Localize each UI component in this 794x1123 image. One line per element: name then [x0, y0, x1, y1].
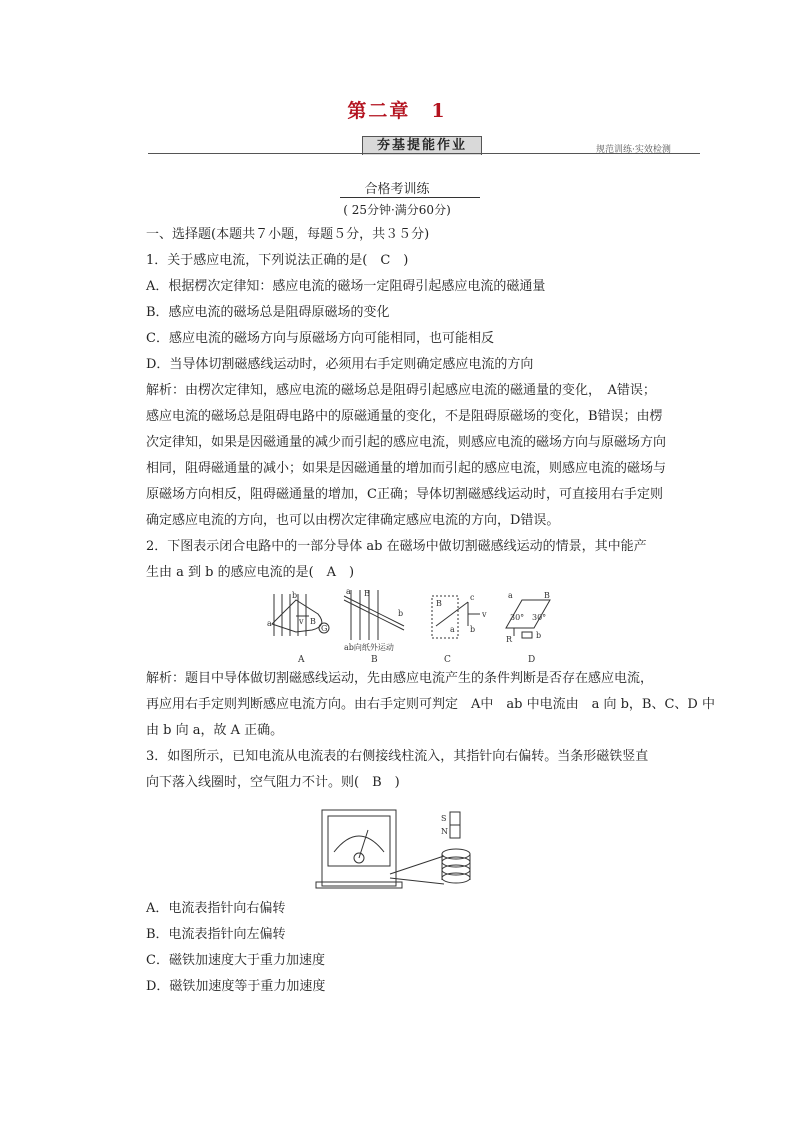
figure-label-a: A	[298, 655, 305, 665]
magnet-n-label: N	[441, 827, 448, 836]
fig-c-label-v: v	[482, 610, 487, 619]
q1-analysis-line: 确定感应电流的方向，也可以由楞次定律确定感应电流的方向，D错误。	[146, 513, 560, 528]
fig-d-label-b: b	[536, 631, 542, 640]
q3-stem-line: 向下落入线圈时，空气阻力不计。则( B )	[146, 775, 400, 790]
q3-option-d: D．磁铁加速度等于重力加速度	[146, 979, 326, 994]
part-heading: 一、选择题(本题共７小题，每题５分，共３５分)	[146, 227, 430, 242]
q1-option-c: C．感应电流的磁场方向与原磁场方向可能相同，也可能相反	[146, 331, 494, 346]
fig-c-label-B: B	[436, 599, 442, 608]
figure-label-b: B	[371, 655, 378, 665]
q3-option-a: A．电流表指针向右偏转	[146, 901, 286, 916]
section-subtitle: ( 25分钟·满分60分)	[343, 203, 451, 217]
figure-b	[344, 590, 404, 640]
fig-b-label-a: a	[346, 587, 351, 596]
fig-c-label-a: a	[450, 625, 455, 634]
q1-analysis-line: 解析：由楞次定律知，感应电流的磁场总是阻碍引起感应电流的磁通量的变化， A错误；	[146, 383, 656, 398]
q1-option-b: B．感应电流的磁场总是阻碍原磁场的变化	[146, 305, 390, 320]
question-content	[146, 222, 715, 1000]
ammeter-body	[322, 810, 396, 886]
fig-b-label-B: B	[364, 589, 370, 598]
fig-a-label-a: a	[267, 619, 272, 628]
fig-a-label-B: B	[310, 617, 316, 626]
fig-a-label-b: b	[292, 591, 298, 600]
fig-d-label-B: B	[544, 591, 550, 600]
section-divider	[340, 197, 480, 198]
q2-stem-line: 生由 a 到 b 的感应电流的是( A )	[146, 565, 355, 580]
section-title: 合格考训练	[364, 182, 430, 197]
q2-analysis-line: 解析：题目中导体做切割磁感线运动，先由感应电流产生的条件判断是否存在感应电流，	[146, 671, 654, 686]
q2-analysis-line: 由 b 向 a，故 A 正确。	[146, 723, 284, 738]
figure-label-d: D	[528, 655, 536, 665]
q2-diagram	[146, 586, 698, 666]
fig-a-label-v: v	[299, 617, 304, 626]
fig-d-label-a: a	[508, 591, 513, 600]
ammeter-scale	[334, 836, 384, 852]
q3-diagram	[146, 796, 698, 896]
banner-label: 夯基提能作业	[362, 136, 482, 155]
page-title: 第二章 1	[347, 100, 447, 122]
figure-label-c: C	[444, 655, 451, 665]
fig-d-angle-1: 30°	[510, 613, 525, 622]
q1-analysis-line: 感应电流的磁场总是阻碍电路中的原磁通量的变化，不是阻碍原磁场的变化，B错误；由楞	[146, 409, 663, 424]
fig-c-label-c: c	[470, 593, 475, 602]
q2-analysis-line: 再应用右手定则判断感应电流方向。由右手定则可判定 A中 ab 中电流由 a 向 b，B、C、D 中	[146, 697, 715, 712]
q3-stem-line: 3．如图所示，已知电流从电流表的右侧接线柱流入，其指针向右偏转。当条形磁铁竖直	[146, 749, 649, 764]
q1-analysis-line: 相同，阻碍磁通量的减小；如果是因磁通量的增加而引起的感应电流，则感应电流的磁场与	[146, 461, 667, 476]
fig-b-caption: ab向纸外运动	[344, 643, 394, 652]
fig-b-label-b: b	[398, 609, 404, 618]
fig-d-angle-2: 30°	[532, 613, 547, 622]
fig-d-label-R: R	[506, 635, 513, 644]
banner-subtitle: 规范训练·实效检测	[596, 145, 671, 155]
q2-figure	[146, 586, 698, 666]
q1-analysis-line: 原磁场方向相反，阻碍磁通量的增加，C正确；导体切割磁感线运动时，可直接用右手定则	[146, 487, 663, 502]
q1-analysis-line: 次定律知，如果是因磁通量的减少而引起的感应电流，则感应电流的磁场方向与原磁场方向	[146, 435, 667, 450]
q3-option-c: C．磁铁加速度大于重力加速度	[146, 953, 325, 968]
q1-option-a: A．根据楞次定律知：感应电流的磁场一定阻碍引起感应电流的磁通量	[146, 279, 546, 294]
q1-option-d: D．当导体切割磁感线运动时，必须用右手定则确定感应电流的方向	[146, 357, 534, 372]
q1-stem: 1．关于感应电流，下列说法正确的是( C )	[146, 253, 409, 268]
q3-option-b: B．电流表指针向左偏转	[146, 927, 286, 942]
magnet-s-label: S	[441, 814, 447, 823]
ammeter-needle	[359, 830, 368, 858]
fig-c-label-b: b	[470, 625, 476, 634]
q3-figure	[146, 796, 698, 896]
q2-stem-line: 2．下图表示闭合电路中的一部分导体 ab 在磁场中做切割磁感线运动的情景，其中能产	[146, 539, 647, 554]
fig-a-label-G: G	[321, 624, 328, 633]
